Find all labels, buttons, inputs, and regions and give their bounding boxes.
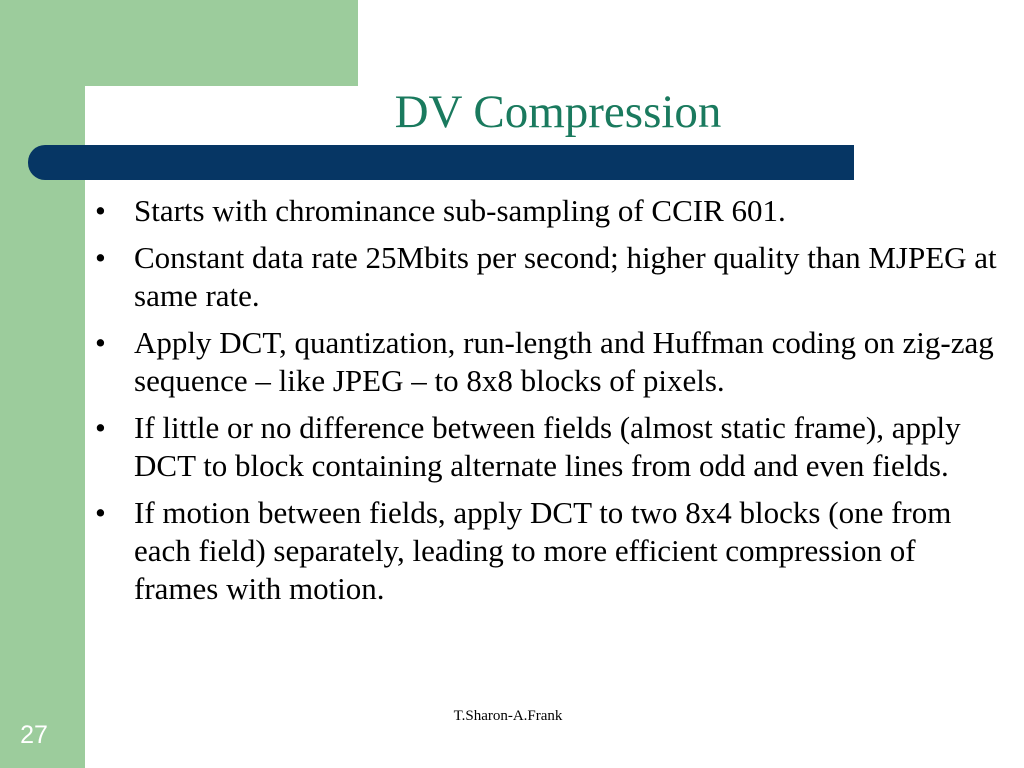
- bullet-text: Constant data rate 25Mbits per second; higher quality than MJPEG at same rate.: [134, 240, 997, 313]
- bullet-item: [95, 409, 1005, 485]
- bullet-item: [95, 192, 1005, 230]
- footer-author: T.Sharon-A.Frank: [453, 708, 563, 724]
- bullet-text: Starts with chrominance sub-sampling of CCIR 601.: [134, 193, 786, 228]
- bullet-text: If little or no difference between fields (almost static frame), apply DCT to block containing alternate lines from odd and even fields.: [134, 410, 961, 483]
- bullet-list: [95, 192, 1005, 617]
- bullet-text: Apply DCT, quantization, run-length and Huffman coding on zig-zag sequence – like JPEG – to 8x8 blocks of pixels.: [134, 325, 994, 398]
- bullet-dot-icon: •: [95, 410, 106, 445]
- slide-title: DV Compression: [394, 86, 722, 138]
- bullet-dot-icon: •: [95, 240, 106, 275]
- bullet-item: [95, 239, 1005, 315]
- bullet-item: [95, 494, 1005, 608]
- title-underline-bar: [28, 145, 854, 180]
- bullet-dot-icon: •: [95, 193, 106, 228]
- bullet-text: If motion between fields, apply DCT to two 8x4 blocks (one from each field) separately, leading to more efficient compression of frames with motion.: [134, 495, 952, 606]
- header-green-block: [0, 0, 358, 86]
- bullet-item: [95, 324, 1005, 400]
- bullet-dot-icon: •: [95, 325, 106, 360]
- page-number: 27: [20, 721, 48, 749]
- bullet-dot-icon: •: [95, 495, 106, 530]
